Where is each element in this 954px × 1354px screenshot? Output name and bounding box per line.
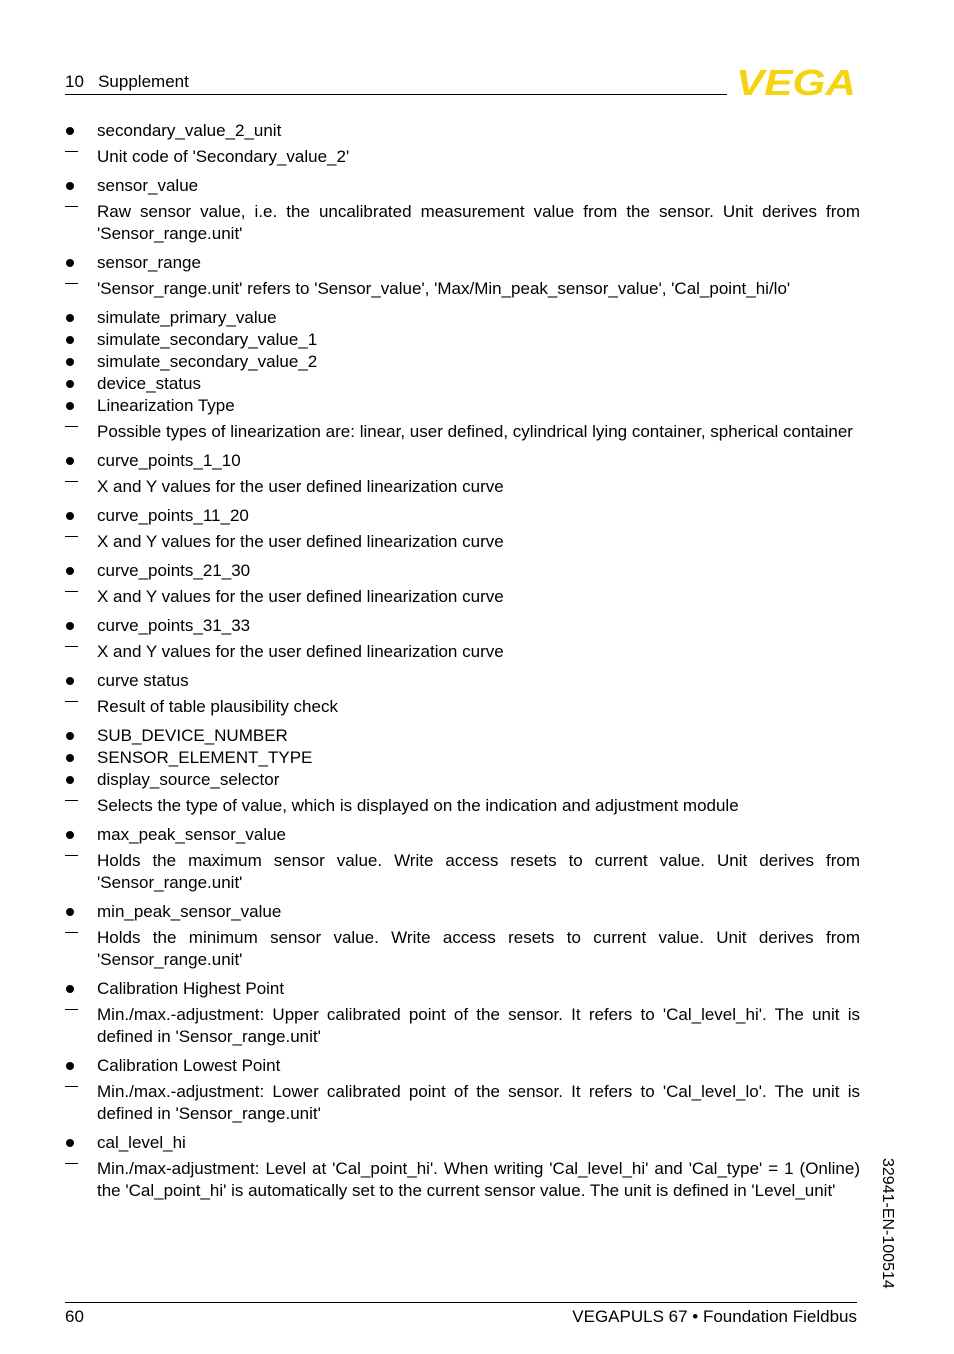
parameter-description: Unit code of 'Secondary_value_2' — [65, 146, 860, 168]
section-title: Supplement — [98, 72, 189, 91]
parameter-name: min_peak_sensor_value — [65, 901, 860, 923]
parameter-name: cal_level_hi — [65, 1132, 860, 1154]
vega-logo — [734, 66, 858, 98]
parameter-name: curve status — [65, 670, 860, 692]
parameter-name: max_peak_sensor_value — [65, 824, 860, 846]
parameter-description: 'Sensor_range.unit' refers to 'Sensor_value', 'Max/Min_peak_sensor_value', 'Cal_point_hi/lo' — [65, 278, 860, 300]
parameter-name: curve_points_1_10 — [65, 450, 860, 472]
parameter-name: Calibration Highest Point — [65, 978, 860, 1000]
parameter-group — [65, 978, 860, 1048]
header-rule — [65, 94, 727, 95]
parameter-description: Min./max-adjustment: Level at 'Cal_point_hi'. When writing 'Cal_level_hi' and 'Cal_type' = 1 (Online) the 'Cal_point_hi' is automatically set to the current sensor value. The unit is defined in 'Level_unit' — [65, 1158, 860, 1202]
parameter-description: X and Y values for the user defined linearization curve — [65, 641, 860, 663]
parameter-name: sensor_range — [65, 252, 860, 274]
parameter-name: curve_points_31_33 — [65, 615, 860, 637]
parameter-name: sensor_value — [65, 175, 860, 197]
parameter-description: Raw sensor value, i.e. the uncalibrated measurement value from the sensor. Unit derives from 'Sensor_range.unit' — [65, 201, 860, 245]
page-number: 60 — [65, 1307, 84, 1326]
parameter-group — [65, 670, 860, 718]
document-code: 32941-EN-100514 — [879, 1158, 896, 1289]
parameter-name: SENSOR_ELEMENT_TYPE — [65, 747, 860, 769]
parameter-group — [65, 505, 860, 553]
parameter-description: Possible types of linearization are: linear, user defined, cylindrical lying container, spherical container — [65, 421, 860, 443]
parameter-group — [65, 725, 860, 817]
parameter-group — [65, 307, 860, 443]
parameter-name: Linearization Type — [65, 395, 860, 417]
parameter-name: Calibration Lowest Point — [65, 1055, 860, 1077]
parameter-group — [65, 175, 860, 245]
parameter-name: simulate_primary_value — [65, 307, 860, 329]
parameter-group — [65, 450, 860, 498]
parameter-description: Result of table plausibility check — [65, 696, 860, 718]
parameter-description: X and Y values for the user defined linearization curve — [65, 476, 860, 498]
parameter-description: Min./max.-adjustment: Lower calibrated point of the sensor. It refers to 'Cal_level_lo'. The unit is defined in 'Sensor_range.unit' — [65, 1081, 860, 1125]
section-number: 10 — [65, 72, 84, 91]
parameter-group — [65, 1132, 860, 1202]
parameter-group — [65, 252, 860, 300]
parameter-name: curve_points_11_20 — [65, 505, 860, 527]
parameter-group — [65, 824, 860, 894]
parameter-description: Holds the maximum sensor value. Write access resets to current value. Unit derives from 'Sensor_range.unit' — [65, 850, 860, 894]
parameter-group — [65, 901, 860, 971]
parameter-name: simulate_secondary_value_1 — [65, 329, 860, 351]
parameter-name: display_source_selector — [65, 769, 860, 791]
parameter-description: Selects the type of value, which is displayed on the indication and adjustment module — [65, 795, 860, 817]
parameter-name: simulate_secondary_value_2 — [65, 351, 860, 373]
parameter-description: Min./max.-adjustment: Upper calibrated point of the sensor. It refers to 'Cal_level_hi'. The unit is defined in 'Sensor_range.unit' — [65, 1004, 860, 1048]
parameter-group — [65, 120, 860, 168]
section-header — [65, 72, 189, 92]
footer-product: VEGAPULS 67 • Foundation Fieldbus — [572, 1307, 857, 1326]
parameter-group — [65, 1055, 860, 1125]
parameter-description: Holds the minimum sensor value. Write access resets to current value. Unit derives from 'Sensor_range.unit' — [65, 927, 860, 971]
logo-text: VEGA — [736, 66, 856, 98]
parameter-description: X and Y values for the user defined linearization curve — [65, 586, 860, 608]
parameter-name: curve_points_21_30 — [65, 560, 860, 582]
parameter-name: device_status — [65, 373, 860, 395]
parameter-group — [65, 560, 860, 608]
parameter-group — [65, 615, 860, 663]
parameter-list — [65, 120, 860, 1209]
parameter-name: secondary_value_2_unit — [65, 120, 860, 142]
parameter-description: X and Y values for the user defined linearization curve — [65, 531, 860, 553]
parameter-name: SUB_DEVICE_NUMBER — [65, 725, 860, 747]
footer-rule — [65, 1302, 857, 1303]
